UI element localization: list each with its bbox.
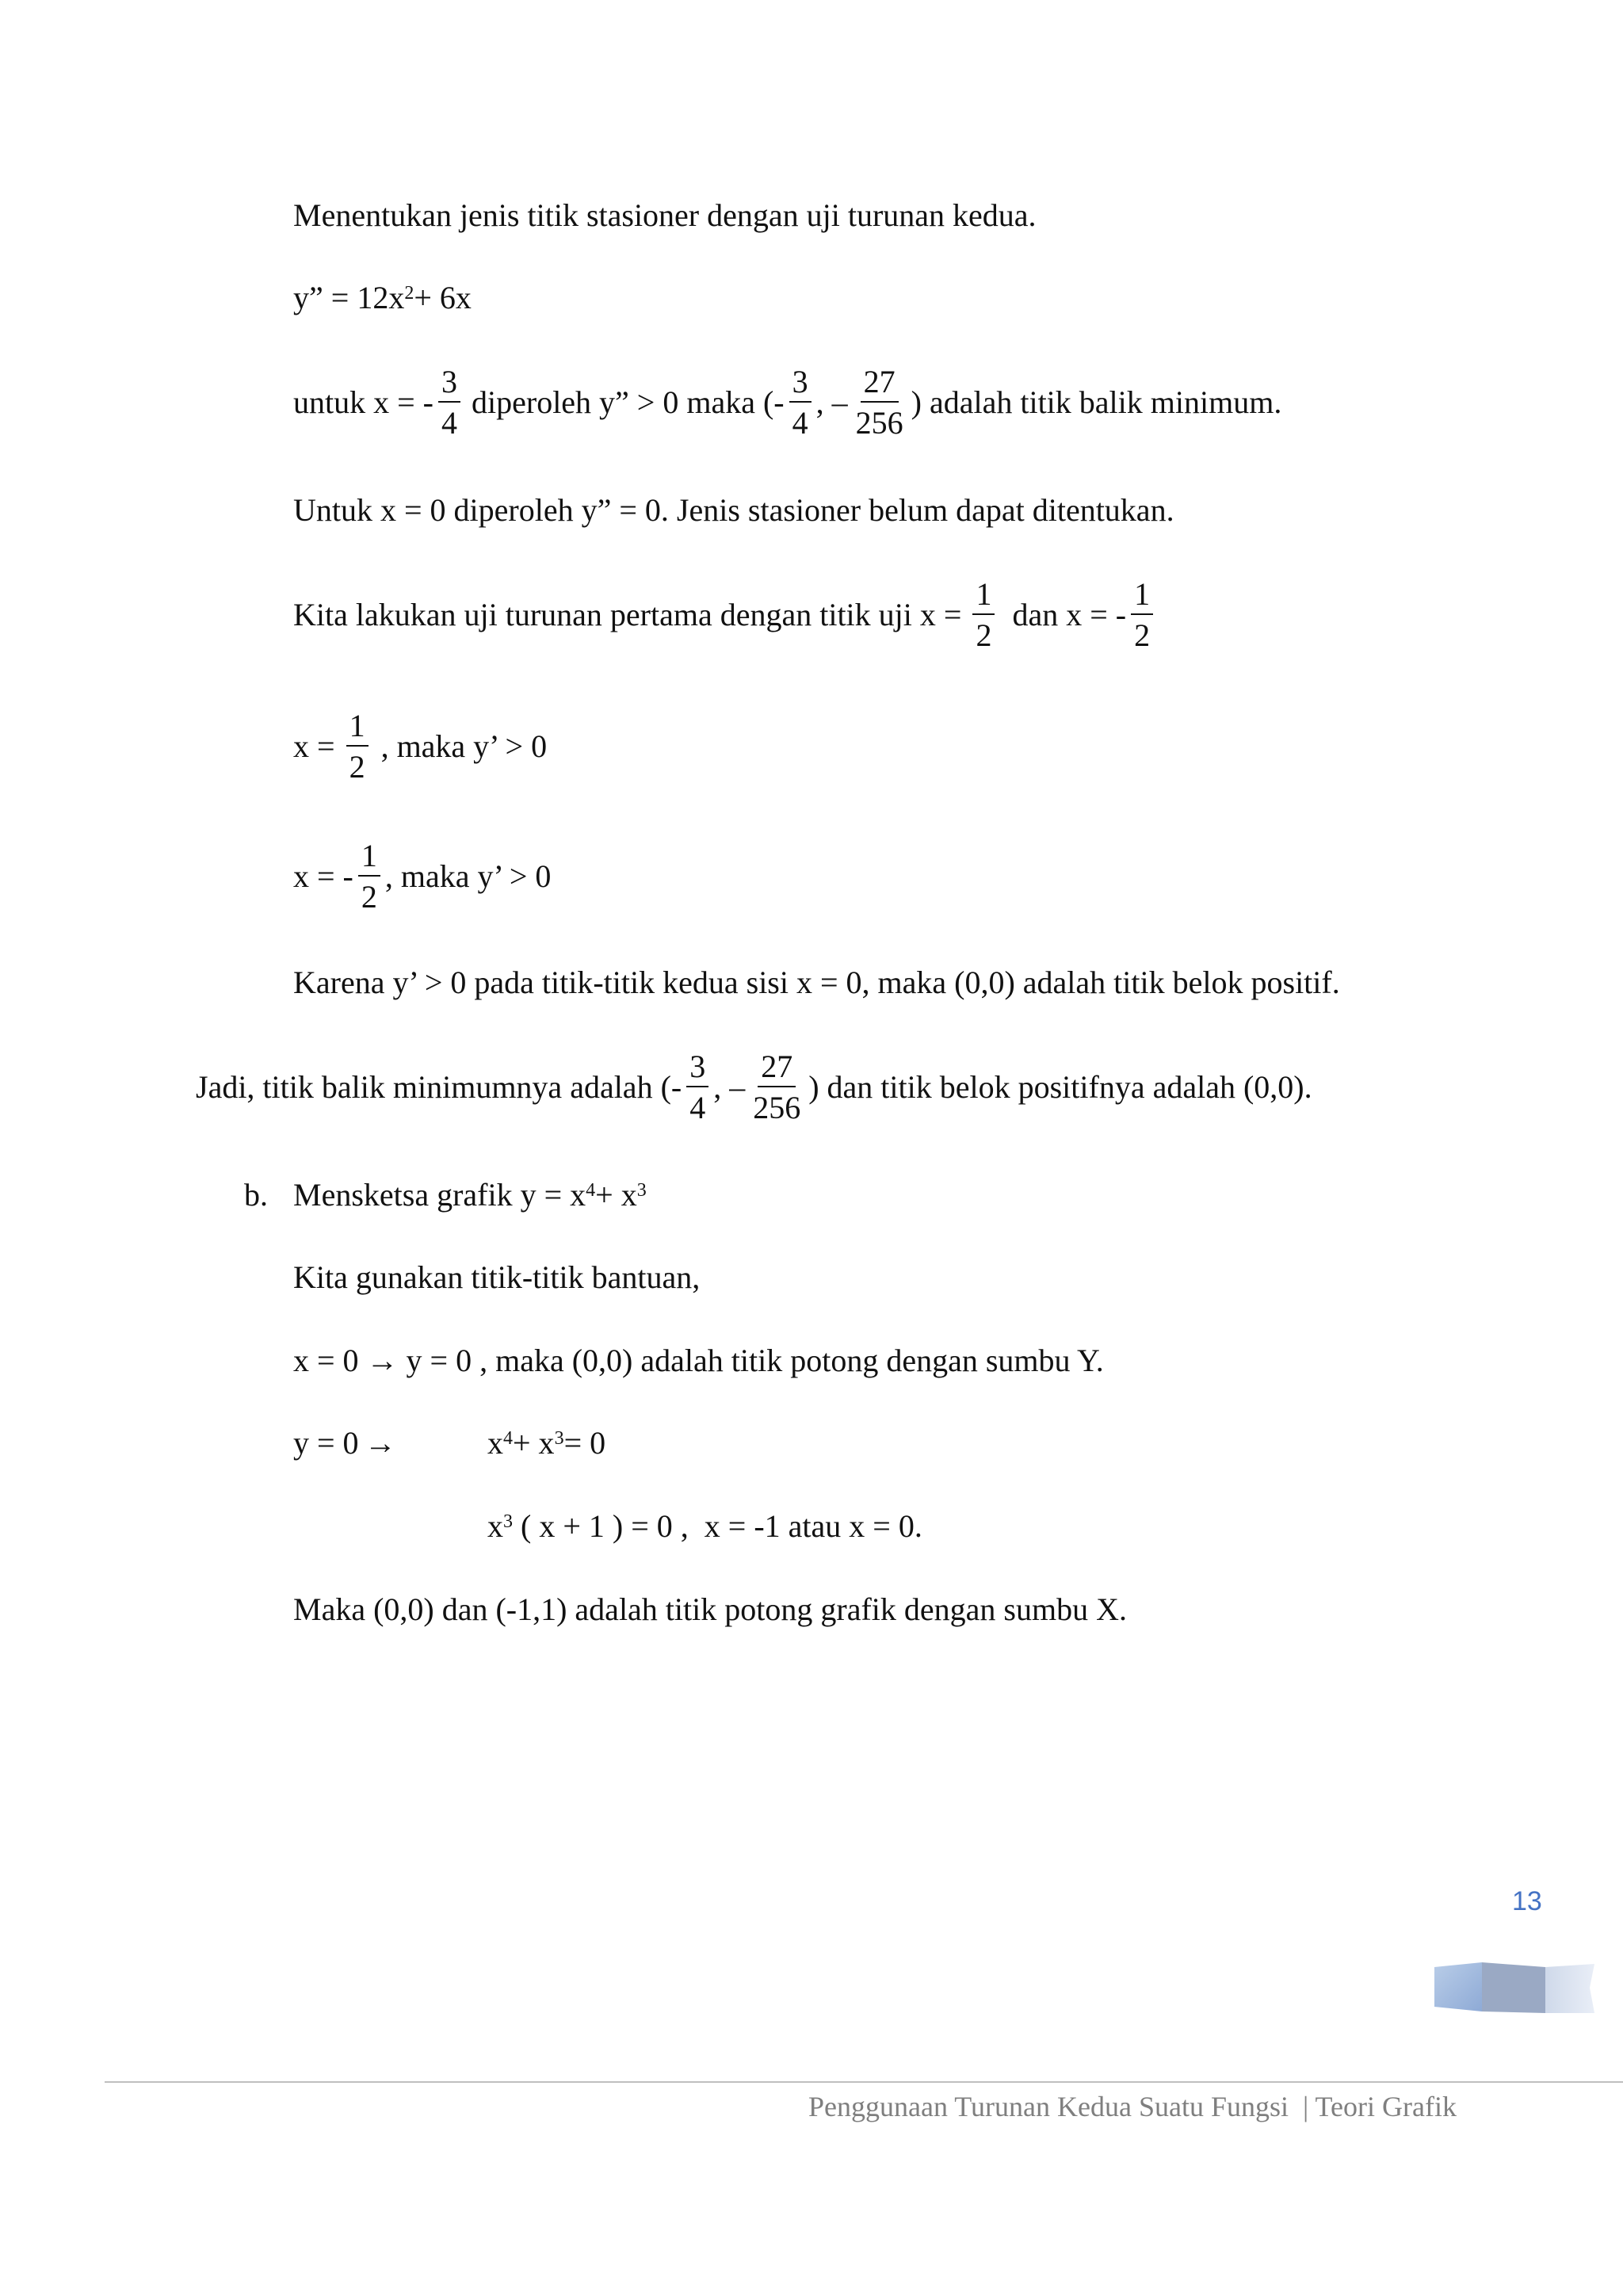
denominator: 4	[689, 1090, 706, 1125]
fraction	[346, 710, 369, 783]
text: x = -	[293, 858, 353, 894]
text: ) adalah titik balik minimum.	[911, 384, 1282, 420]
text: Kita gunakan titik-titik bantuan,	[293, 1259, 701, 1295]
text: Mensketsa grafik y = x	[293, 1177, 586, 1213]
denominator: 2	[976, 617, 992, 653]
fraction	[750, 1051, 804, 1124]
fraction	[1131, 576, 1153, 653]
denominator: 2	[1134, 617, 1151, 653]
paragraph-line	[293, 967, 1340, 999]
text: , maka y’ > 0	[384, 858, 552, 894]
superscript: 3	[636, 1180, 647, 1201]
fraction	[438, 366, 460, 439]
superscript: 3	[554, 1428, 564, 1449]
conclusion-line	[196, 1051, 1312, 1124]
text: untuk x = -	[293, 384, 433, 420]
paragraph-line	[293, 1345, 1104, 1377]
text: Untuk x = 0 diperoleh y” = 0. Jenis stasioner belum dapat ditentukan.	[293, 492, 1174, 528]
page-number: 13	[1512, 1886, 1542, 1916]
equation-line	[293, 1427, 605, 1459]
equation-line	[293, 366, 1281, 439]
text: x = 0 → y = 0 , maka (0,0) adalah titik potong dengan sumbu Y.	[293, 1343, 1104, 1378]
denominator: 256	[753, 1090, 801, 1125]
text: Maka (0,0) dan (-1,1) adalah titik potong grafik dengan sumbu X.	[293, 1591, 1127, 1627]
numerator: 27	[758, 1051, 796, 1087]
paragraph-line	[293, 1259, 701, 1295]
fraction	[972, 576, 995, 653]
text: , –	[713, 1069, 746, 1105]
numerator: 3	[686, 1051, 708, 1087]
list-marker: b.	[244, 1177, 268, 1213]
text: diperoleh y” > 0 maka (-	[472, 384, 785, 420]
equation-line	[293, 576, 1158, 653]
numerator: 1	[972, 579, 995, 615]
denominator: 4	[792, 405, 808, 441]
fraction	[686, 1051, 708, 1124]
numerator: 3	[438, 366, 460, 403]
paragraph-line	[293, 492, 1174, 528]
superscript: 4	[586, 1180, 596, 1201]
fraction	[789, 366, 812, 439]
text: x	[487, 1425, 503, 1461]
text: x =	[293, 728, 335, 764]
text: Kita lakukan uji turunan pertama dengan titik uji x =	[293, 597, 962, 632]
equation-line	[293, 840, 551, 913]
denominator: 2	[349, 749, 365, 785]
fraction	[358, 840, 380, 913]
superscript: 4	[503, 1428, 513, 1449]
text: Menentukan jenis titik stasioner dengan uji turunan kedua.	[293, 197, 1037, 233]
numerator: 1	[1131, 579, 1153, 615]
text: ) dan titik belok positifnya adalah (0,0).	[808, 1069, 1312, 1105]
superscript: 2	[404, 283, 414, 304]
numerator: 1	[346, 710, 369, 747]
text: , maka y’ > 0	[380, 728, 548, 764]
denominator: 2	[361, 879, 377, 915]
text: Jadi, titik balik minimumnya adalah (-	[196, 1069, 682, 1105]
paragraph-line	[293, 1591, 1127, 1627]
footer-title: Penggunaan Turunan Kedua Suatu Fungsi | Teori Grafik	[808, 2091, 1457, 2122]
text: y = 0	[293, 1425, 359, 1461]
numerator: 3	[789, 366, 812, 403]
arrow: →	[365, 1425, 396, 1461]
superscript: 3	[503, 1511, 513, 1532]
text: = 0	[563, 1425, 606, 1461]
numerator: 27	[861, 366, 899, 403]
text: Karena y’ > 0 pada titik-titik kedua sisi x = 0, maka (0,0) adalah titik belok positif.	[293, 965, 1340, 1000]
list-item-heading	[244, 1179, 647, 1211]
decorative-ribbon-icon	[1434, 1956, 1594, 2019]
equation-line	[293, 282, 472, 314]
paragraph-line	[293, 197, 1037, 233]
equation-line	[487, 1508, 922, 1544]
equation-line	[293, 710, 547, 783]
text: + x	[595, 1177, 637, 1213]
footer-divider	[105, 2081, 1623, 2083]
text: + x	[513, 1425, 555, 1461]
text: , –	[815, 384, 848, 420]
text: y” = 12x	[293, 280, 405, 315]
numerator: 1	[358, 840, 380, 877]
denominator: 256	[855, 405, 903, 441]
text: ( x + 1 ) = 0 , x = -1 atau x = 0.	[513, 1508, 922, 1544]
text: dan x = -	[1012, 597, 1127, 632]
denominator: 4	[441, 405, 457, 441]
text: + 6x	[414, 280, 472, 315]
text: x	[487, 1508, 503, 1544]
fraction	[853, 366, 907, 439]
